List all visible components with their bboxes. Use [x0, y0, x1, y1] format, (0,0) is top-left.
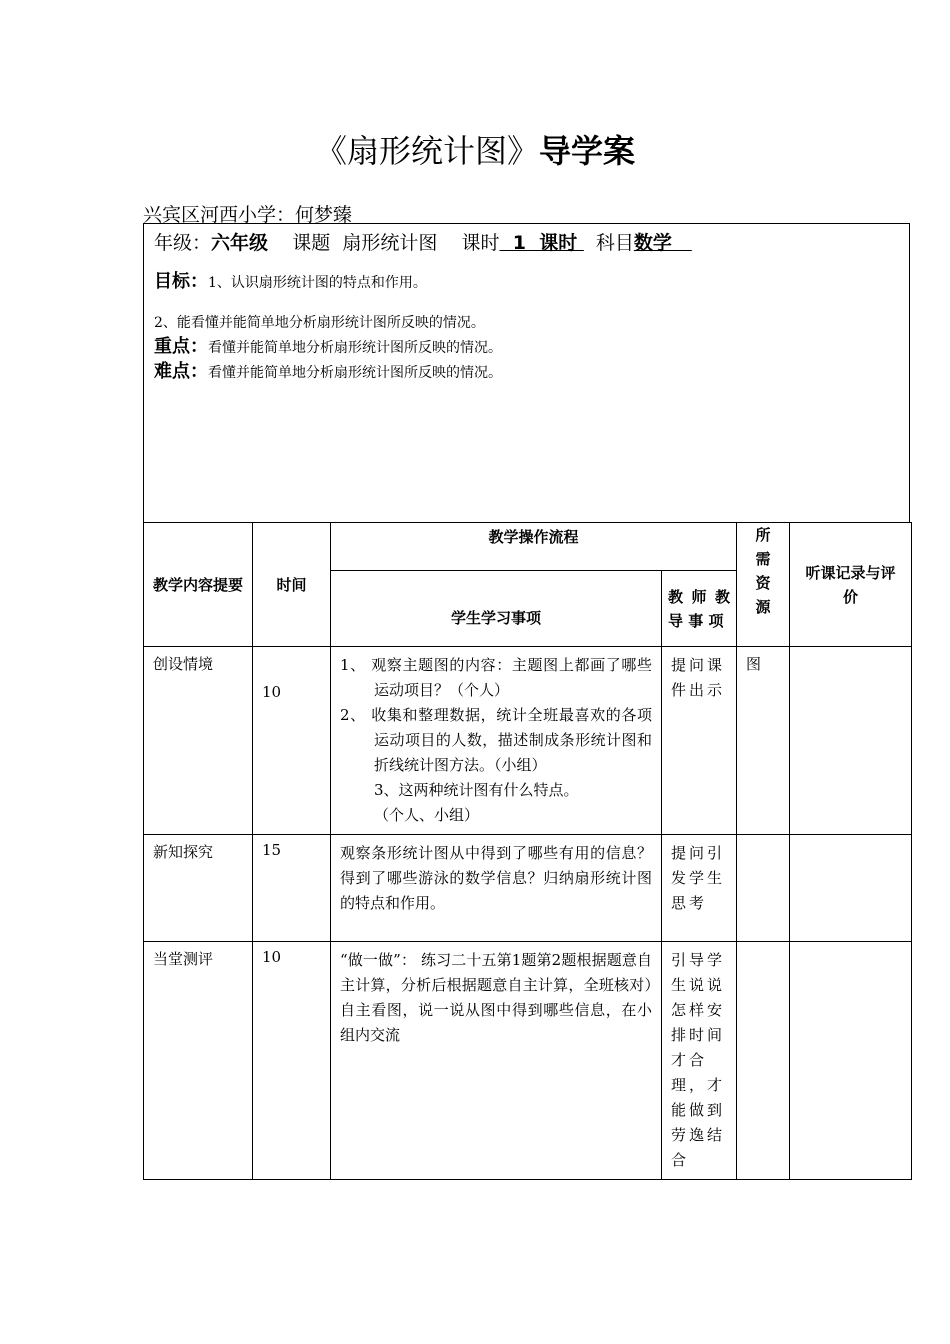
- topic-value: 扇形统计图: [342, 232, 438, 254]
- goal-line-1: [154, 267, 427, 293]
- key-point-line: [154, 332, 502, 358]
- header-content: 教学内容提要: [144, 523, 253, 647]
- lesson-info-box: [143, 223, 910, 523]
- row-content: 当堂测评: [144, 942, 253, 1180]
- goal-1: 1、认识扇形统计图的特点和作用。: [208, 275, 427, 291]
- student-line: 1、 观察主题图的内容：主题图上都画了哪些运动项目？（个人）: [340, 656, 652, 699]
- key-point-label: 重点：: [154, 336, 208, 357]
- row-teacher: 引导学生说说怎样安排时间才合理，才能做到劳逸结合: [662, 942, 737, 1180]
- row-time: 10: [253, 942, 331, 1180]
- row-content: 创设情境: [144, 647, 253, 835]
- lesson-plan-table: [143, 522, 912, 1180]
- page-title: [0, 126, 950, 172]
- topic-label: 课题: [292, 232, 331, 254]
- table-row: [144, 647, 912, 835]
- title-main: 《扇形统计图》: [314, 132, 539, 170]
- row-teacher: 提问课件出示: [662, 647, 737, 835]
- grade-value: 六年级: [211, 232, 269, 254]
- goal-2: 2、能看懂并能简单地分析扇形统计图所反映的情况。: [154, 315, 485, 331]
- table-row: [144, 835, 912, 942]
- header-time: 时间: [253, 523, 331, 647]
- row-record: [790, 835, 912, 942]
- student-line: （个人、小组）: [374, 806, 480, 824]
- student-line: 3、这两种统计图有什么特点。: [374, 781, 579, 799]
- key-point: 看懂并能简单地分析扇形统计图所反映的情况。: [208, 340, 502, 356]
- row-teacher: 提问引发学生思考: [662, 835, 737, 942]
- row-resource: [737, 942, 790, 1180]
- header-student: 学生学习事项: [331, 571, 662, 647]
- title-suffix: 导学案: [539, 132, 636, 170]
- header-process: 教学操作流程: [331, 523, 737, 571]
- subject-label: 科目: [595, 232, 634, 254]
- student-line: 2、 收集和整理数据，统计全班最喜欢的各项运动项目的人数，描述制成条形统计图和折线统计图方法。（小组）: [340, 706, 652, 774]
- table-row: [144, 942, 912, 1180]
- subject-value: 数学: [633, 232, 692, 254]
- row-student: 观察条形统计图从中得到了哪些有用的信息？得到了哪些游泳的数学信息？归纳扇形统计图的特点和作用。: [331, 835, 662, 942]
- difficulty-line: [154, 357, 502, 383]
- lesson-info-row: [154, 228, 692, 255]
- header-record: 听课记录与评价: [790, 523, 912, 647]
- row-time: 15: [253, 835, 331, 942]
- row-time: 10: [253, 647, 331, 835]
- difficulty: 看懂并能简单地分析扇形统计图所反映的情况。: [208, 365, 502, 381]
- row-resource: [737, 835, 790, 942]
- grade-label: 年级：: [154, 232, 212, 254]
- period-label: 课时: [461, 232, 500, 254]
- goal-label: 目标：: [154, 271, 208, 292]
- row-content: 新知探究: [144, 835, 253, 942]
- row-record: [790, 647, 912, 835]
- row-student: “做一做”： 练习二十五第1题第2题根据题意自主计算，分析后根据题意自主计算，全班核对）自主看图，说一说从图中得到哪些信息，在小组内交流: [331, 942, 662, 1180]
- header-resources: 所需资源: [737, 523, 790, 647]
- row-student: [331, 647, 662, 835]
- row-record: [790, 942, 912, 1180]
- row-resource: 图: [737, 647, 790, 835]
- period-value: 1 课时: [499, 232, 584, 254]
- header-teacher: 教 师 教 导 事 项: [662, 571, 737, 647]
- author-line: 兴宾区河西小学：何梦臻: [143, 204, 353, 226]
- difficulty-label: 难点：: [154, 361, 208, 382]
